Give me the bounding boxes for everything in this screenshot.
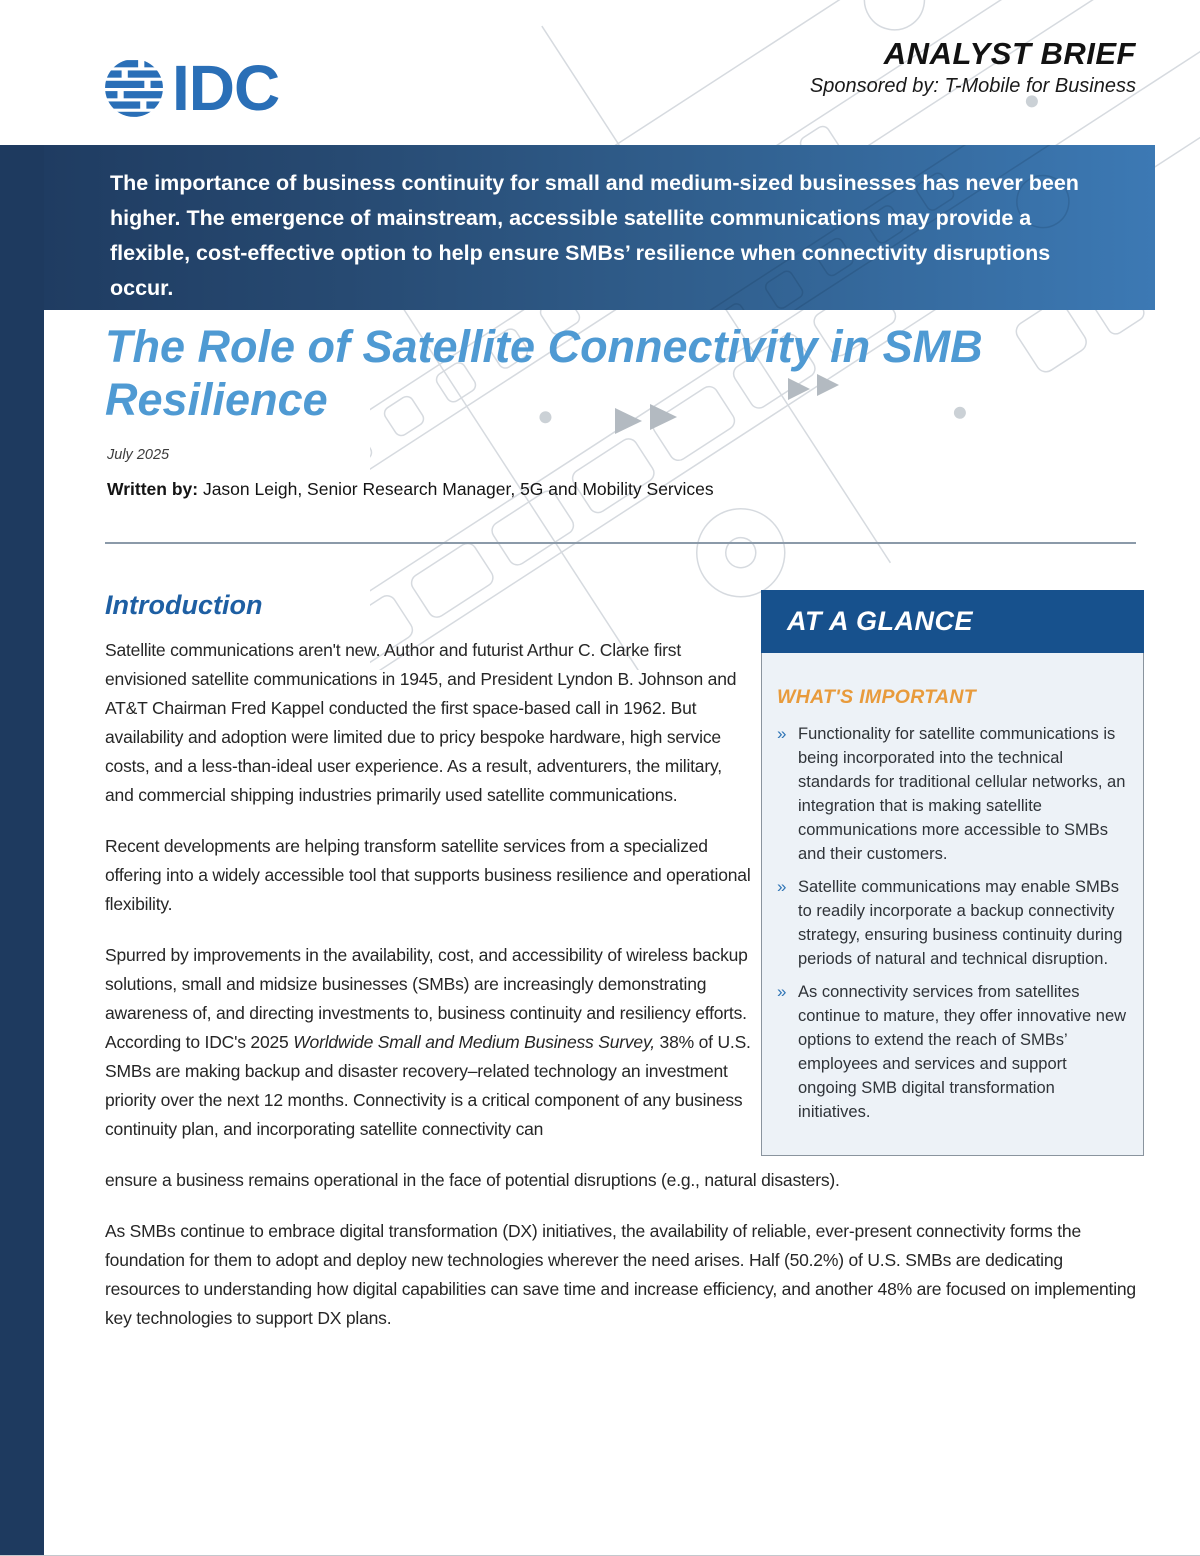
- banner-summary-text: The importance of business continuity for small and medium-sized businesses has never been higher. The emergence of mainstream, accessible satellite communications may provide a flexible, cost-effective option to help ensure SMBs’ resilience when connectivity disruptions occur.: [110, 171, 1079, 300]
- glance-bullet: [777, 980, 1128, 1124]
- glance-bullet-text: As connectivity services from satellites continue to mature, they offer innovative new options to extend the reach of SMBs’ employees and services and support ongoing SMB digital transformation initiatives.: [798, 983, 1127, 1121]
- paragraph-3-text: Spurred by improvements in the availability, cost, and accessibility of wireless backup solutions, small and midsize businesses (SMBs) are increasingly demonstrating awareness of, and directing investments to, business continuity and resiliency efforts. According to IDC's 2025: [105, 945, 748, 1052]
- glance-bullet-text: Satellite communications may enable SMBs to readily incorporate a backup connectivity strategy, ensuring business continuity during periods of natural and technical disruption.: [798, 878, 1123, 968]
- idc-logo: [103, 30, 279, 145]
- report-title: The Role of Satellite Connectivity in SMB Resilience: [105, 321, 983, 425]
- summary-banner: [0, 145, 1155, 310]
- introduction-paragraph-3: [105, 941, 753, 1144]
- paragraph-3-text-after: 38% of U.S. SMBs are making backup and disaster recovery–related technology an investment priority over the next 12 months. Connectivity is a critical component of any business continuity plan, and incorporating satellite connectivity can: [105, 1032, 751, 1139]
- page-header: [0, 0, 1200, 145]
- byline-author: Jason Leigh, Senior Research Manager, 5G and Mobility Services: [198, 479, 714, 499]
- glance-bullet: [777, 875, 1128, 971]
- introduction-column: [105, 590, 753, 1156]
- section-divider: [105, 542, 1136, 544]
- byline: [107, 479, 1136, 500]
- introduction-paragraph-2: Recent developments are helping transform satellite services from a specialized offering into a widely accessible tool that supports business resilience and operational flexibility.: [105, 836, 751, 914]
- header-right-block: [810, 36, 1136, 145]
- survey-title-italic: Worldwide Small and Medium Business Survey,: [293, 1032, 655, 1052]
- glance-bullet: [777, 722, 1128, 866]
- bullet-marker-icon: »: [777, 724, 787, 743]
- bullet-marker-icon: »: [777, 982, 787, 1001]
- document-type-label: ANALYST BRIEF: [883, 36, 1136, 71]
- introduction-heading: Introduction: [105, 590, 263, 620]
- glance-bullet-text: Functionality for satellite communications is being incorporated into the technical standards for traditional cellular networks, an integration that is making satellite communications more accessible to SMBs and their customers.: [798, 725, 1126, 863]
- sponsor-line: Sponsored by: T-Mobile for Business: [809, 74, 1136, 97]
- introduction-paragraph-1: Satellite communications aren't new. Author and futurist Arthur C. Clarke first envisioned satellite communications in 1945, and President Lyndon B. Johnson and AT&T Chairman Fred Kappel conducted the first space-based call in 1962. But availability and adoption were limited due to pricy bespoke hardware, high service costs, and a less-than-ideal user experience. As a result, adventurers, the military, and commercial shipping industries primarily used satellite communications.: [105, 640, 737, 805]
- main-content: [0, 320, 1200, 1333]
- at-a-glance-panel: [761, 653, 1144, 1156]
- paragraph-3-continuation: ensure a business remains operational in the face of potential disruptions (e.g., natural disasters).: [105, 1170, 840, 1190]
- bullet-marker-icon: »: [777, 877, 787, 896]
- idc-globe-icon: [103, 57, 165, 119]
- closing-paragraph: As SMBs continue to embrace digital transformation (DX) initiatives, the availability of reliable, ever-present connectivity forms the foundation for them to adopt and deploy new technologies wherever the need arises. Half (50.2%) of U.S. SMBs are dedicating resources to understanding how digital capabilities can save time and increase efficiency, and another 48% are focused on implementing key technologies to support DX plans.: [105, 1221, 1136, 1328]
- idc-logo-text: IDC: [172, 51, 280, 124]
- intro-and-glance-row: [105, 590, 1136, 1156]
- at-a-glance-column: [761, 590, 1144, 1156]
- publication-date: July 2025: [107, 447, 170, 463]
- byline-label: Written by:: [107, 479, 199, 499]
- at-a-glance-header: AT A GLANCE: [761, 590, 1144, 653]
- whats-important-heading: WHAT'S IMPORTANT: [777, 686, 976, 708]
